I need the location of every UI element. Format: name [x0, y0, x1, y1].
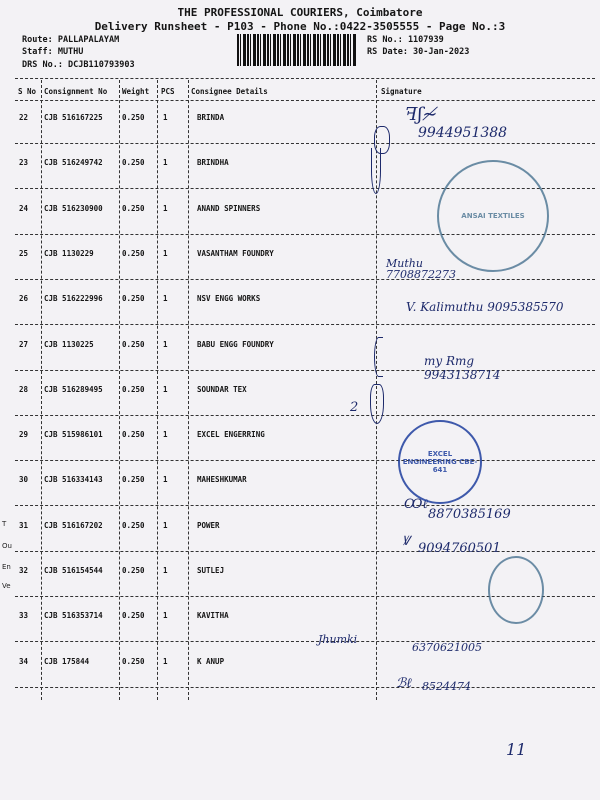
row-sno: 32	[19, 566, 29, 575]
row-pcs: 1	[163, 475, 168, 484]
signature-25: Muthu 7708872273	[386, 257, 456, 281]
row-weight: 0.250	[122, 158, 145, 167]
row-sno: 33	[19, 611, 29, 620]
row-consignment: CJB 516249742	[44, 158, 103, 167]
col-header-details: Consignee Details	[191, 87, 268, 96]
signature-hook	[371, 148, 381, 194]
row-pcs: 1	[163, 294, 168, 303]
row-weight: 0.250	[122, 475, 145, 484]
table-row	[0, 113, 600, 127]
route-label: Route: PALLAPALAYAM	[22, 35, 120, 45]
signature-scribble: Ꝏℓ	[404, 497, 428, 512]
row-consignee: SUTLEJ	[197, 566, 225, 575]
row-sno: 31	[19, 521, 29, 530]
row-divider	[15, 279, 595, 280]
table-row	[0, 657, 600, 671]
row-weight: 0.250	[122, 249, 145, 258]
row-weight: 0.250	[122, 294, 145, 303]
edge-text: T	[2, 520, 7, 528]
row-weight: 0.250	[122, 521, 145, 530]
row-sno: 29	[19, 430, 29, 439]
row-consignee: BABU ENGG FOUNDRY	[197, 340, 274, 349]
row-consignee: EXCEL ENGERRING	[197, 430, 265, 439]
signature-22-phone: 9944951388	[418, 125, 508, 141]
signature-hook	[370, 384, 384, 424]
row-weight: 0.250	[122, 611, 145, 620]
divider	[15, 78, 595, 79]
row-divider	[15, 551, 595, 552]
row-divider	[15, 505, 595, 506]
signature-33-name: Jhumki	[318, 633, 358, 646]
signature-scribble: ꟻʃ≁	[405, 104, 438, 125]
row-divider	[15, 687, 595, 688]
company-title: THE PROFESSIONAL COURIERS, Coimbatore	[177, 6, 423, 19]
row-divider	[15, 460, 595, 461]
row-pcs: 1	[163, 430, 168, 439]
row-consignee: K ANUP	[197, 657, 225, 666]
edge-text: Ou	[2, 542, 12, 550]
company-stamp-partial	[488, 556, 544, 624]
row-pcs: 1	[163, 385, 168, 394]
signature-mark: 2	[350, 400, 359, 415]
row-weight: 0.250	[122, 657, 145, 666]
table-row	[0, 385, 600, 399]
row-pcs: 1	[163, 204, 168, 213]
col-header-signature: Signature	[381, 87, 422, 96]
row-consignee: BRINDA	[197, 113, 225, 122]
signature-hook	[374, 337, 383, 377]
signature-34: 8524474	[422, 680, 471, 693]
row-pcs: 1	[163, 158, 168, 167]
row-consignment: CJB 516154544	[44, 566, 103, 575]
signature-33-phone: 6370621005	[412, 641, 482, 654]
row-consignee: BRINDHA	[197, 158, 229, 167]
col-header-sno: S No	[18, 87, 37, 96]
row-pcs: 1	[163, 521, 168, 530]
rs-date: RS Date: 30-Jan-2023	[367, 47, 470, 57]
row-pcs: 1	[163, 657, 168, 666]
row-weight: 0.250	[122, 113, 145, 122]
signature-27: my Rmg 9943138714	[424, 354, 501, 382]
row-consignment: CJB 516334143	[44, 475, 103, 484]
table-row	[0, 521, 600, 535]
table-row	[0, 340, 600, 354]
row-divider	[15, 641, 595, 642]
row-sno: 24	[19, 204, 29, 213]
row-consignee: POWER	[197, 521, 220, 530]
row-weight: 0.250	[122, 566, 145, 575]
table-row	[0, 475, 600, 489]
row-divider	[15, 143, 595, 144]
row-divider	[15, 415, 595, 416]
row-sno: 23	[19, 158, 29, 167]
row-consignee: VASANTHAM FOUNDRY	[197, 249, 274, 258]
row-consignment: CJB 516289495	[44, 385, 103, 394]
row-consignee: KAVITHA	[197, 611, 229, 620]
row-pcs: 1	[163, 340, 168, 349]
row-consignee: MAHESHKUMAR	[197, 475, 247, 484]
row-weight: 0.250	[122, 204, 145, 213]
row-consignment: CJB 516167202	[44, 521, 103, 530]
row-pcs: 1	[163, 566, 168, 575]
row-sno: 30	[19, 475, 29, 484]
row-consignment: CJB 516222996	[44, 294, 103, 303]
row-consignment: CJB 516353714	[44, 611, 103, 620]
row-sno: 28	[19, 385, 29, 394]
row-consignment: CJB 515986101	[44, 430, 103, 439]
row-consignee: ANAND SPINNERS	[197, 204, 261, 213]
signature-scribble: ℬℓ	[396, 676, 412, 691]
row-consignee: NSV ENGG WORKS	[197, 294, 261, 303]
drs-number: DRS No.: DCJB110793903	[22, 60, 135, 70]
signature-31: 9094760501	[418, 541, 501, 556]
row-weight: 0.250	[122, 340, 145, 349]
edge-text: Ve	[2, 582, 11, 590]
col-header-consignment: Consignment No	[44, 87, 108, 96]
row-pcs: 1	[163, 113, 168, 122]
row-weight: 0.250	[122, 430, 145, 439]
runsheet-title: Delivery Runsheet - P103 - Phone No.:0422-3505555 - Page No.:3	[94, 20, 506, 33]
row-divider	[15, 324, 595, 325]
row-sno: 22	[19, 113, 29, 122]
row-consignment: CJB 1130229	[44, 249, 94, 258]
row-weight: 0.250	[122, 385, 145, 394]
row-sno: 34	[19, 657, 29, 666]
company-stamp: ANSAI TEXTILES	[437, 160, 549, 272]
signature-30: 8870385169	[428, 507, 511, 522]
row-sno: 27	[19, 340, 29, 349]
col-header-pcs: PCS	[161, 87, 175, 96]
col-header-weight: Weight	[122, 87, 150, 96]
row-consignment: CJB 175844	[44, 657, 90, 666]
signature-scribble: Ꝟ	[402, 534, 410, 549]
row-consignment: CJB 516167225	[44, 113, 103, 122]
signature-26: V. Kalimuthu 9095385570	[406, 300, 564, 314]
row-pcs: 1	[163, 249, 168, 258]
row-sno: 25	[19, 249, 29, 258]
row-consignment: CJB 516230900	[44, 204, 103, 213]
staff-label: Staff: MUTHU	[22, 47, 84, 57]
table-row	[0, 430, 600, 444]
company-stamp: EXCEL ENGINEERING CBE-641	[398, 420, 482, 504]
divider	[15, 100, 595, 101]
row-pcs: 1	[163, 611, 168, 620]
row-sno: 26	[19, 294, 29, 303]
page-mark: 11	[506, 740, 527, 759]
row-consignment: CJB 1130225	[44, 340, 94, 349]
row-consignee: SOUNDAR TEX	[197, 385, 247, 394]
barcode	[237, 34, 357, 66]
edge-text: En	[2, 563, 11, 571]
rs-number: RS No.: 1107939	[367, 35, 444, 45]
